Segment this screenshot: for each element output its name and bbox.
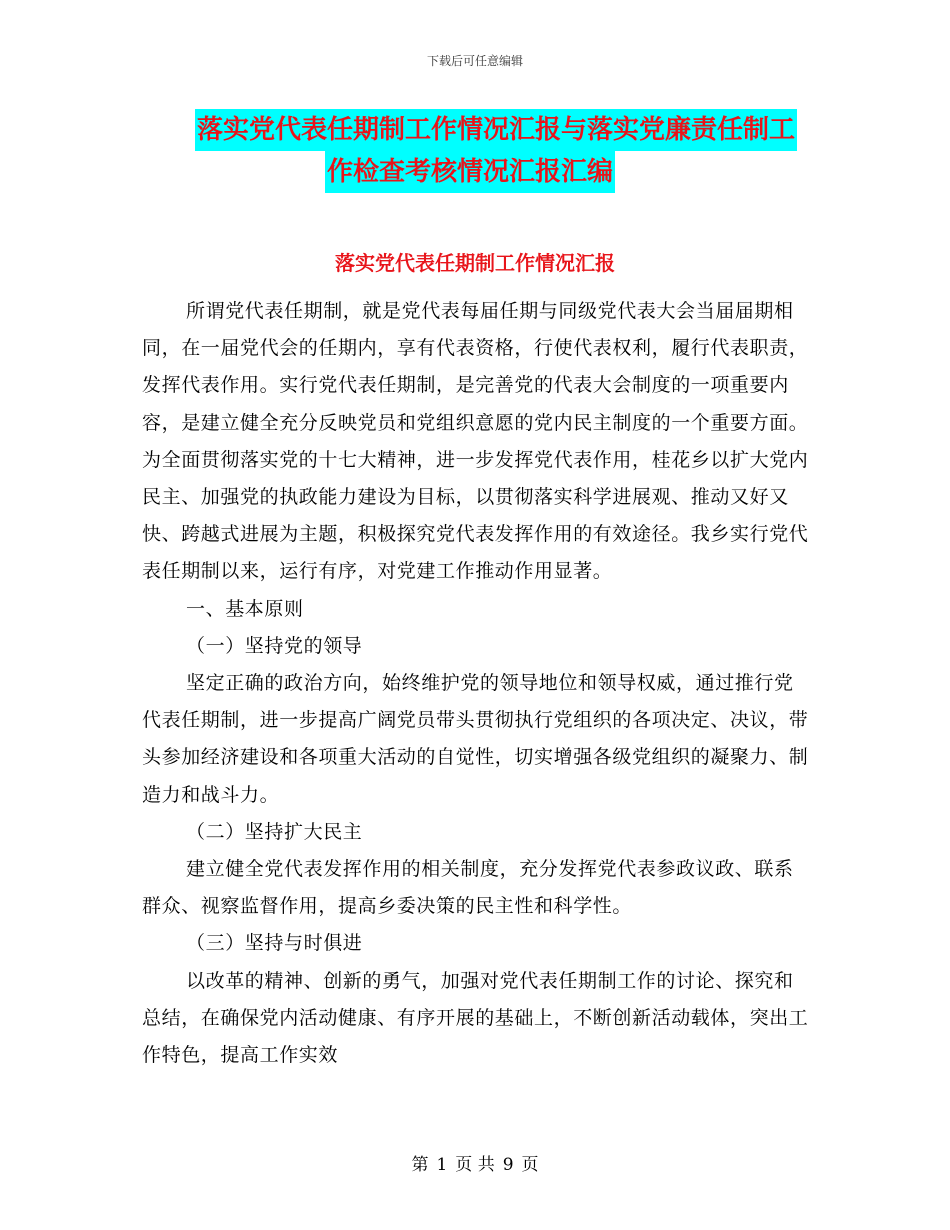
- footer-prefix: 第: [411, 1155, 429, 1175]
- header-note: 下载后可任意编辑: [426, 54, 523, 68]
- document-body: [142, 293, 812, 1074]
- footer-middle: 页 共: [455, 1155, 495, 1175]
- heading-basic-principles: 一、基本原则: [186, 597, 304, 620]
- title-line-2: 作检查考核情况汇报汇编: [325, 151, 615, 193]
- paragraph-keep-pace: 以改革的精神、创新的勇气，加强对党代表任期制工作的讨论、探究和总结，在确保党内活动健康、有序开展的基础上，不断创新活动载体，突出工作特色，提高工作实效: [142, 969, 809, 1067]
- section-title: 落实党代表任期制工作情况汇报: [335, 251, 615, 275]
- document-title: [175, 109, 815, 193]
- heading-party-leadership: （一）坚持党的领导: [186, 634, 363, 657]
- heading-keep-pace: （三）坚持与时俱进: [186, 932, 363, 955]
- footer-suffix: 页: [521, 1155, 539, 1175]
- heading-expand-democracy: （二）坚持扩大民主: [186, 820, 363, 843]
- title-line-1: 落实党代表任期制工作情况汇报与落实党廉责任制工: [195, 109, 797, 151]
- current-page-number: 1: [436, 1155, 448, 1175]
- page-footer: [0, 1154, 950, 1176]
- paragraph-expand-democracy: 建立健全党代表发挥作用的相关制度，充分发挥党代表参政议政、联系群众、视察监督作用，提高乡委决策的民主性和科学性。: [142, 858, 794, 918]
- total-pages-number: 9: [502, 1155, 514, 1175]
- paragraph-intro: 所谓党代表任期制，就是党代表每届任期与同级党代表大会当届届期相同，在一届党代会的任期内，享有代表资格，行使代表权利，履行代表职责，发挥代表作用。实行党代表任期制，是完善党的代表大会制度的一项重要内容，是建立健全充分反映党员和党组织意愿的党内民主制度的一个重要方面。为全面贯彻落实党的十七大精神，进一步发挥党代表作用，桂花乡以扩大党内民主、加强党的执政能力建设为目标，以贯彻落实科学进展观、推动又好又快、跨越式进展为主题，积极探究党代表发挥作用的有效途径。我乡实行党代表任期制以来，运行有序，对党建工作推动作用显著。: [142, 300, 809, 583]
- paragraph-party-leadership: 坚定正确的政治方向，始终维护党的领导地位和领导权威，通过推行党代表任期制，进一步提高广阔党员带头贯彻执行党组织的各项决定、决议，带头参加经济建设和各项重大活动的自觉性，切实增强各级党组织的凝聚力、制造力和战斗力。: [142, 672, 809, 806]
